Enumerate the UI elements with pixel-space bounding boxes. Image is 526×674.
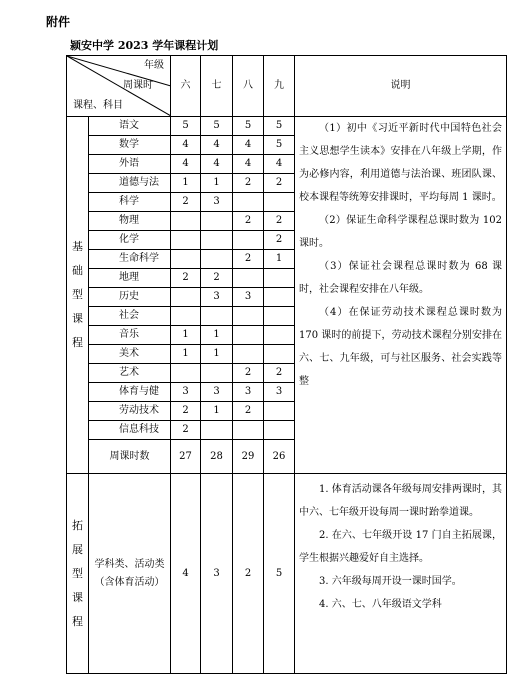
hours-cell: 3 bbox=[201, 288, 233, 307]
subject-row bbox=[67, 117, 507, 136]
hours-cell bbox=[201, 307, 233, 326]
hours-cell bbox=[264, 269, 295, 288]
total-hours-cell: 27 bbox=[171, 440, 201, 474]
hours-cell bbox=[264, 402, 295, 421]
hours-cell: 2 bbox=[264, 231, 295, 250]
ext-hours-cell: 5 bbox=[264, 474, 295, 674]
hours-cell bbox=[233, 345, 264, 364]
hours-cell: 1 bbox=[264, 250, 295, 269]
hours-cell: 1 bbox=[171, 326, 201, 345]
hours-cell: 2 bbox=[171, 193, 201, 212]
hours-cell: 4 bbox=[201, 136, 233, 155]
subject-name: 语文 bbox=[89, 117, 171, 136]
corner-cell bbox=[67, 56, 171, 117]
note-paragraph: （1）初中《习近平新时代中国特色社会主义思想学生读本》安排在八年级上学期，作为必修内容，利用道德与法治课、班团队课、校本课程等统筹安排课时，平均每周 1 课时。 bbox=[299, 123, 502, 203]
hours-cell: 2 bbox=[171, 421, 201, 440]
hours-cell bbox=[233, 421, 264, 440]
hours-cell: 3 bbox=[233, 288, 264, 307]
grade-header: 六 bbox=[171, 56, 201, 117]
hours-cell: 4 bbox=[171, 155, 201, 174]
note-paragraph: （2）保证生命科学课程总课时数为 102 课时。 bbox=[299, 215, 502, 249]
hours-cell: 3 bbox=[171, 383, 201, 402]
ext-hours-cell: 3 bbox=[201, 474, 233, 674]
hours-cell: 5 bbox=[233, 117, 264, 136]
hours-cell: 4 bbox=[233, 136, 264, 155]
hours-cell bbox=[201, 231, 233, 250]
total-label: 周课时数 bbox=[89, 440, 171, 474]
subject-name: 化学 bbox=[89, 231, 171, 250]
note-paragraph: 1. 体育活动课各年级每周安排两课时，其中六、七年级开设每周一课时跆拳道课。 bbox=[299, 484, 502, 518]
hours-cell: 4 bbox=[233, 155, 264, 174]
hours-cell: 5 bbox=[264, 136, 295, 155]
hours-cell bbox=[171, 250, 201, 269]
hours-cell bbox=[201, 212, 233, 231]
note-paragraph: （4）在保证劳动技术课程总课时数为 170 课时的前提下，劳动技术课程分别安排在六、七、九年级，可与社区服务、社会实践等整 bbox=[299, 307, 502, 387]
hours-cell: 2 bbox=[264, 212, 295, 231]
ext-course-row bbox=[67, 474, 507, 674]
hours-cell: 4 bbox=[171, 136, 201, 155]
hours-cell: 5 bbox=[264, 117, 295, 136]
hours-cell: 4 bbox=[264, 155, 295, 174]
subject-name: 道德与法 bbox=[89, 174, 171, 193]
ext-subject-cell bbox=[89, 474, 171, 674]
subject-name: 艺术 bbox=[89, 364, 171, 383]
note-paragraph: （3）保证社会课程总课时数为 68 课时，社会课程安排在八年级。 bbox=[299, 261, 502, 295]
hours-cell: 2 bbox=[201, 269, 233, 288]
hours-cell bbox=[264, 345, 295, 364]
hours-cell bbox=[201, 250, 233, 269]
course-plan-table bbox=[66, 55, 507, 674]
hours-cell: 2 bbox=[233, 212, 264, 231]
basic-notes-cell bbox=[295, 117, 507, 474]
subject-name: 历史 bbox=[89, 288, 171, 307]
hours-cell: 2 bbox=[233, 174, 264, 193]
hours-cell bbox=[233, 269, 264, 288]
hours-cell: 2 bbox=[171, 402, 201, 421]
hours-cell bbox=[264, 307, 295, 326]
page-title: 颍安中学 2023 学年课程计划 bbox=[70, 39, 219, 52]
hours-cell bbox=[233, 326, 264, 345]
hours-cell: 3 bbox=[201, 383, 233, 402]
hours-cell: 3 bbox=[233, 383, 264, 402]
hours-cell: 3 bbox=[201, 193, 233, 212]
corner-hours-label: 周课时 bbox=[123, 80, 153, 91]
hours-cell: 1 bbox=[171, 174, 201, 193]
hours-cell: 1 bbox=[201, 174, 233, 193]
hours-cell bbox=[264, 193, 295, 212]
ext-group-label: 拓 展 型 课 程 bbox=[67, 474, 89, 674]
ext-hours-cell: 2 bbox=[233, 474, 264, 674]
hours-cell bbox=[264, 288, 295, 307]
subject-name: 物理 bbox=[89, 212, 171, 231]
attachment-label: 附件 bbox=[46, 15, 71, 29]
hours-cell bbox=[233, 231, 264, 250]
hours-cell bbox=[171, 231, 201, 250]
subject-name: 劳动技术 bbox=[89, 402, 171, 421]
hours-cell: 4 bbox=[201, 155, 233, 174]
hours-cell: 1 bbox=[201, 326, 233, 345]
note-paragraph: 4. 六、七、八年级语文学科 bbox=[319, 599, 442, 610]
corner-subject-label: 课程、科目 bbox=[73, 100, 123, 111]
hours-cell: 2 bbox=[233, 250, 264, 269]
hours-cell bbox=[171, 212, 201, 231]
hours-cell: 1 bbox=[201, 402, 233, 421]
subject-name: 外语 bbox=[89, 155, 171, 174]
hours-cell: 2 bbox=[233, 364, 264, 383]
subject-name: 音乐 bbox=[89, 326, 171, 345]
hours-cell: 2 bbox=[264, 174, 295, 193]
note-header: 说明 bbox=[295, 56, 507, 117]
corner-grade-label: 年级 bbox=[144, 60, 164, 71]
hours-cell bbox=[171, 307, 201, 326]
basic-group-label: 基 础 型 课 程 bbox=[67, 117, 89, 474]
hours-cell: 2 bbox=[233, 402, 264, 421]
hours-cell: 5 bbox=[171, 117, 201, 136]
ext-notes-cell bbox=[295, 474, 507, 674]
hours-cell: 3 bbox=[264, 383, 295, 402]
hours-cell bbox=[171, 364, 201, 383]
hours-cell bbox=[201, 364, 233, 383]
note-paragraph: 2. 在六、七年级开设 17 门自主拓展课，学生根据兴趣爱好自主选择。 bbox=[299, 530, 502, 564]
subject-name: 地理 bbox=[89, 269, 171, 288]
subject-name: 美术 bbox=[89, 345, 171, 364]
grade-header: 九 bbox=[264, 56, 295, 117]
subject-name: 科学 bbox=[89, 193, 171, 212]
hours-cell: 5 bbox=[201, 117, 233, 136]
grade-header: 八 bbox=[233, 56, 264, 117]
subject-name: 社会 bbox=[89, 307, 171, 326]
hours-cell bbox=[264, 421, 295, 440]
basic-course-body bbox=[67, 117, 507, 474]
hours-cell bbox=[233, 193, 264, 212]
hours-cell: 1 bbox=[171, 345, 201, 364]
table-header-row bbox=[67, 56, 507, 117]
ext-subject-line2: （含体育活动） bbox=[94, 576, 165, 588]
total-hours-cell: 29 bbox=[233, 440, 264, 474]
total-hours-cell: 26 bbox=[264, 440, 295, 474]
ext-hours-cell: 4 bbox=[171, 474, 201, 674]
hours-cell: 2 bbox=[171, 269, 201, 288]
hours-cell bbox=[171, 288, 201, 307]
subject-name: 生命科学 bbox=[89, 250, 171, 269]
hours-cell bbox=[264, 326, 295, 345]
subject-name: 体育与健 bbox=[89, 383, 171, 402]
ext-subject-line1: 学科类、活动类 bbox=[94, 558, 165, 570]
subject-name: 信息科技 bbox=[89, 421, 171, 440]
grade-header: 七 bbox=[201, 56, 233, 117]
note-paragraph: 3. 六年级每周开设一课时国学。 bbox=[319, 576, 462, 587]
hours-cell bbox=[233, 307, 264, 326]
hours-cell bbox=[201, 421, 233, 440]
hours-cell: 2 bbox=[264, 364, 295, 383]
hours-cell: 1 bbox=[201, 345, 233, 364]
subject-name: 数学 bbox=[89, 136, 171, 155]
total-hours-cell: 28 bbox=[201, 440, 233, 474]
